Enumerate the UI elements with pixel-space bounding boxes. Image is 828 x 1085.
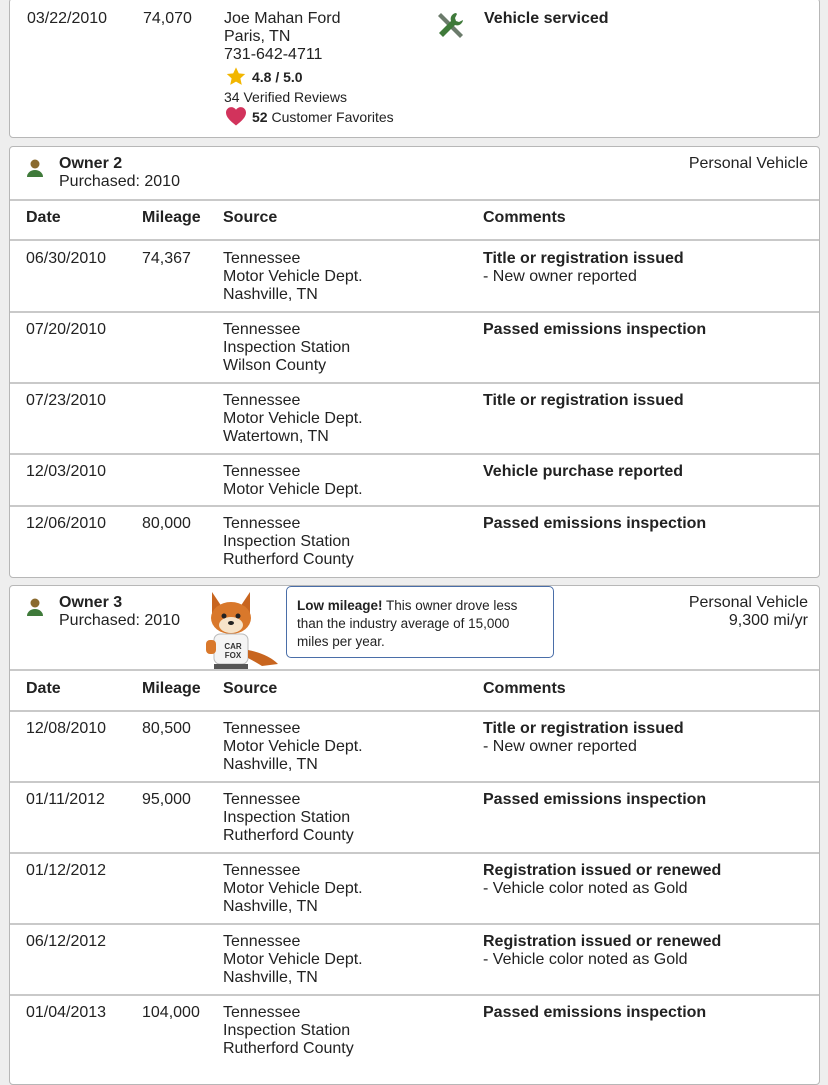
- vehicle-type: Personal Vehicle: [688, 155, 808, 172]
- record-comment: Vehicle serviced: [484, 10, 609, 27]
- row-date: 07/23/2010: [26, 392, 107, 409]
- row-source-line1: Tennessee: [223, 321, 301, 338]
- row-source-line2: Inspection Station: [223, 339, 351, 356]
- carfox-mascot-icon: [202, 592, 282, 675]
- row-mileage: 95,000: [142, 791, 191, 808]
- row-date: 06/30/2010: [26, 250, 107, 267]
- col-date-header: Date: [26, 209, 61, 226]
- row-comment: Vehicle purchase reported: [483, 463, 684, 480]
- col-comments-header: Comments: [483, 209, 566, 226]
- row-source-line3: Rutherford County: [223, 1040, 354, 1057]
- row-source-line2: Inspection Station: [223, 1022, 351, 1039]
- row-comment: Title or registration issued: [483, 720, 684, 737]
- row-source-line3: Rutherford County: [223, 551, 354, 568]
- col-source-header: Source: [223, 209, 278, 226]
- table-row: [10, 925, 819, 994]
- row-source-line3: Rutherford County: [223, 827, 354, 844]
- person-icon: [26, 158, 44, 183]
- row-source-line2: Motor Vehicle Dept.: [223, 880, 363, 897]
- row-source-line2: Motor Vehicle Dept.: [223, 268, 363, 285]
- row-source-line2: Motor Vehicle Dept.: [223, 410, 363, 427]
- col-source-header: Source: [223, 680, 278, 697]
- row-source-line2: Inspection Station: [223, 533, 351, 550]
- row-mileage: 104,000: [142, 1004, 200, 1021]
- row-source-line2: Inspection Station: [223, 809, 351, 826]
- row-comment: Passed emissions inspection: [483, 515, 707, 532]
- row-source-line3: Wilson County: [223, 357, 327, 374]
- table-row: [10, 996, 819, 1066]
- row-date: 12/06/2010: [26, 515, 107, 532]
- divider: [10, 199, 819, 201]
- row-source-line1: Tennessee: [223, 791, 301, 808]
- table-row: [10, 854, 819, 923]
- row-source-line3: Nashville, TN: [223, 969, 318, 986]
- row-source-line1: Tennessee: [223, 250, 301, 267]
- divider: [10, 669, 819, 671]
- service-record-card: [9, 0, 820, 138]
- callout-text: This owner drove less than the industry average of 15,000 miles per year.: [297, 598, 518, 649]
- table-row: [10, 241, 819, 311]
- row-comment: Title or registration issued: [483, 250, 684, 267]
- wrench-screwdriver-icon: [436, 10, 466, 45]
- row-source-line3: Watertown, TN: [223, 428, 329, 445]
- favorites-count: 52: [252, 109, 268, 125]
- row-source-line1: Tennessee: [223, 720, 301, 737]
- owner-3-card: [9, 585, 820, 1085]
- dealer-name[interactable]: Joe Mahan Ford: [224, 10, 341, 27]
- col-date-header: Date: [26, 680, 61, 697]
- row-source-line2: Motor Vehicle Dept.: [223, 951, 363, 968]
- table-row: [10, 313, 819, 382]
- table-row: [10, 384, 819, 453]
- mascot-shirt-text: CAR FOX: [224, 642, 242, 660]
- row-date: 01/04/2013: [26, 1004, 107, 1021]
- row-source-line1: Tennessee: [223, 515, 301, 532]
- row-comment: Passed emissions inspection: [483, 791, 707, 808]
- table-row: [10, 712, 819, 781]
- row-comment: Registration issued or renewed: [483, 862, 722, 879]
- row-source-line1: Tennessee: [223, 463, 301, 480]
- row-source-line1: Tennessee: [223, 862, 301, 879]
- owner-2-card: [9, 146, 820, 578]
- purchased-year: Purchased: 2010: [59, 612, 180, 629]
- row-source-line3: Nashville, TN: [223, 756, 318, 773]
- row-date: 12/08/2010: [26, 720, 107, 737]
- row-source-line1: Tennessee: [223, 392, 301, 409]
- table-row: [10, 783, 819, 852]
- col-mileage-header: Mileage: [142, 209, 201, 226]
- row-source-line1: Tennessee: [223, 1004, 301, 1021]
- row-source-line2: Motor Vehicle Dept.: [223, 738, 363, 755]
- heart-icon: [225, 106, 247, 131]
- row-source-line2: Motor Vehicle Dept.: [223, 481, 363, 498]
- row-source-line1: Tennessee: [223, 933, 301, 950]
- row-date: 07/20/2010: [26, 321, 107, 338]
- row-source-line3: Nashville, TN: [223, 286, 318, 303]
- col-mileage-header: Mileage: [142, 680, 201, 697]
- row-mileage: 80,000: [142, 515, 191, 532]
- callout-title: Low mileage!: [297, 598, 383, 613]
- row-date: 01/11/2012: [26, 791, 105, 808]
- row-comment-note: - Vehicle color noted as Gold: [483, 951, 688, 968]
- record-mileage: 74,070: [143, 10, 192, 27]
- dealer-phone[interactable]: 731-642-4711: [224, 46, 323, 63]
- person-icon: [26, 597, 44, 622]
- row-comment: Passed emissions inspection: [483, 1004, 707, 1021]
- row-date: 01/12/2012: [26, 862, 107, 879]
- favorites-label: Customer Favorites: [271, 109, 394, 125]
- owner-title: Owner 2: [59, 155, 123, 172]
- row-comment: Title or registration issued: [483, 392, 684, 409]
- low-mileage-callout: [286, 586, 554, 658]
- dealer-city: Paris, TN: [224, 28, 291, 45]
- dealer-reviews[interactable]: 34 Verified Reviews: [224, 89, 347, 105]
- row-source-line3: Nashville, TN: [223, 898, 318, 915]
- dealer-rating: 4.8 / 5.0: [252, 69, 303, 85]
- miles-per-year: 9,300 mi/yr: [728, 612, 808, 629]
- row-comment: Passed emissions inspection: [483, 321, 707, 338]
- owner-title: Owner 3: [59, 594, 123, 611]
- col-comments-header: Comments: [483, 680, 566, 697]
- row-comment: Registration issued or renewed: [483, 933, 722, 950]
- row-comment-note: - New owner reported: [483, 268, 637, 285]
- row-mileage: 80,500: [142, 720, 191, 737]
- table-row: [10, 455, 819, 505]
- vehicle-type: Personal Vehicle: [688, 594, 808, 611]
- purchased-year: Purchased: 2010: [59, 173, 180, 190]
- row-date: 06/12/2012: [26, 933, 107, 950]
- record-date: 03/22/2010: [27, 10, 108, 27]
- table-row: [10, 507, 819, 577]
- row-comment-note: - New owner reported: [483, 738, 637, 755]
- row-mileage: 74,367: [142, 250, 191, 267]
- row-date: 12/03/2010: [26, 463, 107, 480]
- customer-favorites: [252, 108, 394, 126]
- row-comment-note: - Vehicle color noted as Gold: [483, 880, 688, 897]
